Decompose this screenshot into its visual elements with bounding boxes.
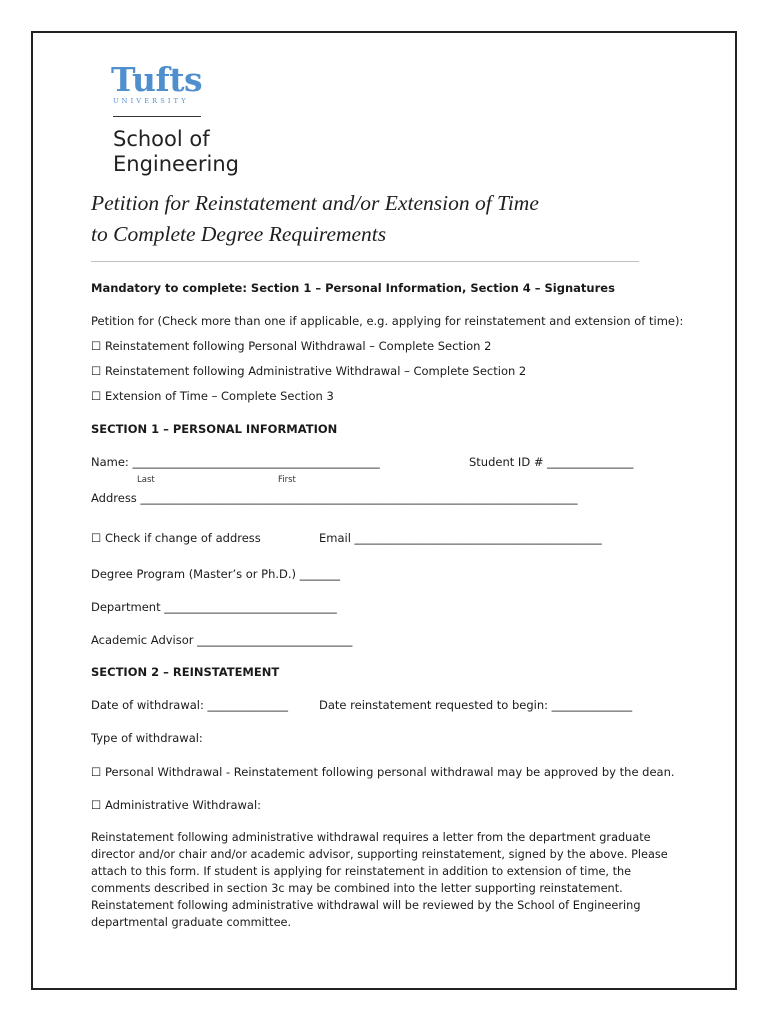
last-name-caption: Last (137, 475, 155, 485)
petition-for-label: Petition for (Check more than one if applicable, e.g. applying for reinstatement and extension of time): (91, 314, 684, 328)
change-address-checkbox[interactable]: ☐ Check if change of address (91, 531, 261, 545)
degree-program-field[interactable]: Degree Program (Master’s or Ph.D.) _______ (91, 567, 340, 581)
school-name-line2: Engineering (113, 152, 239, 176)
section1-heading: SECTION 1 – PERSONAL INFORMATION (91, 422, 338, 436)
logo-divider (113, 116, 201, 117)
school-name-line1: School of (113, 127, 210, 151)
address-field[interactable]: Address ____________________________________________________________________________ (91, 491, 578, 505)
title-divider (91, 261, 639, 262)
tufts-logo-subtitle: UNIVERSITY (113, 97, 189, 105)
date-withdrawal-field[interactable]: Date of withdrawal: ______________ (91, 698, 289, 712)
school-name (113, 127, 239, 177)
student-id-field[interactable]: Student ID # _______________ (469, 455, 634, 469)
option-personal-reinstatement-checkbox[interactable]: ☐ Reinstatement following Personal Withdrawal – Complete Section 2 (91, 339, 492, 353)
option-administrative-reinstatement-checkbox[interactable]: ☐ Reinstatement following Administrative Withdrawal – Complete Section 2 (91, 364, 527, 378)
tufts-logo-wordmark: Tufts (111, 60, 203, 99)
form-title-line1: Petition for Reinstatement and/or Extension of Time (91, 191, 539, 215)
section2-heading: SECTION 2 – REINSTATEMENT (91, 665, 280, 679)
mandatory-note: Mandatory to complete: Section 1 – Personal Information, Section 4 – Signatures (91, 281, 615, 295)
form-page (31, 31, 737, 990)
form-title-line2: to Complete Degree Requirements (91, 222, 387, 246)
department-field[interactable]: Department ______________________________ (91, 600, 337, 614)
academic-advisor-field[interactable]: Academic Advisor ___________________________ (91, 633, 353, 647)
first-name-caption: First (278, 475, 296, 485)
type-withdrawal-label: Type of withdrawal: (91, 731, 203, 745)
administrative-withdrawal-paragraph: Reinstatement following administrative withdrawal requires a letter from the department graduate director and/or chair and/or academic advisor, supporting reinstatement, signed by the above. Please attach to this form. If student is applying for reinstatement in addition to extension of time, the comments described in section 3c may be combined into the letter supporting reinstatement. Reinstatement following administrative withdrawal will be reviewed by the School of Engineering departmental graduate committee. (91, 831, 668, 929)
administrative-withdrawal-checkbox[interactable]: ☐ Administrative Withdrawal: (91, 798, 262, 812)
personal-withdrawal-checkbox[interactable]: ☐ Personal Withdrawal - Reinstatement following personal withdrawal may be approved by the dean. (91, 765, 675, 779)
option-extension-checkbox[interactable]: ☐ Extension of Time – Complete Section 3 (91, 389, 334, 403)
form-title (91, 188, 691, 250)
date-reinstatement-field[interactable]: Date reinstatement requested to begin: ______________ (319, 698, 633, 712)
name-field[interactable]: Name: ___________________________________________ (91, 455, 380, 469)
email-field[interactable]: Email ___________________________________________ (319, 531, 602, 545)
